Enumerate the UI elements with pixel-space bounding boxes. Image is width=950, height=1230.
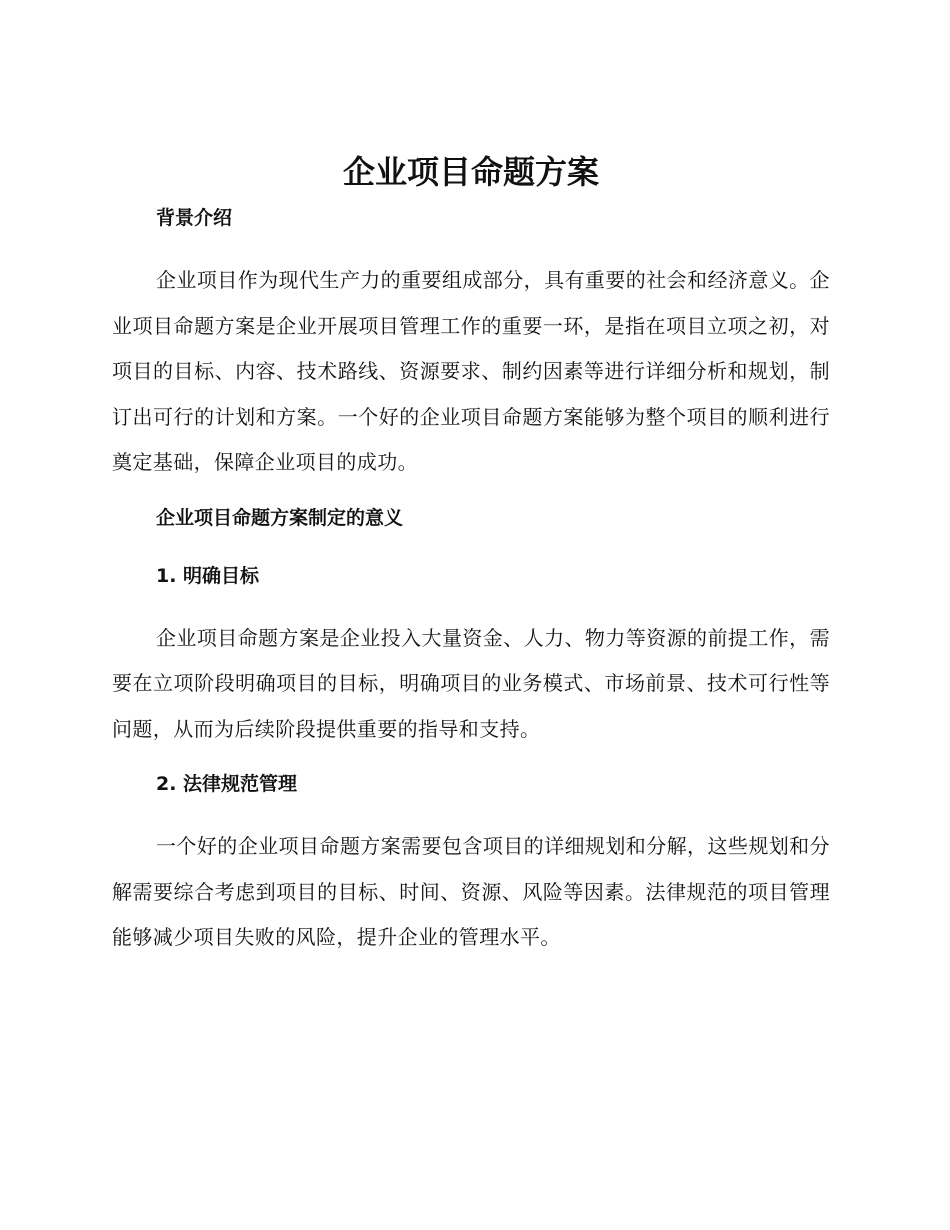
section-heading-clear-goals: 1. 明确目标 — [156, 564, 260, 587]
document-body — [112, 150, 830, 961]
section-heading-significance: 企业项目命题方案制定的意义 — [156, 506, 404, 529]
paragraph-clear-goals: 企业项目命题方案是企业投入大量资金、人力、物力等资源的前提工作，需要在立项阶段明确项目的目标，明确项目的业务模式、市场前景、技术可行性等问题，从而为后续阶段提供重要的指导和支持。 — [112, 625, 830, 741]
section-heading-background: 背景介绍 — [156, 207, 233, 229]
document-title: 企业项目命题方案 — [342, 153, 599, 191]
section-heading-legal-management: 2. 法律规范管理 — [156, 773, 298, 795]
paragraph-legal-management: 一个好的企业项目命题方案需要包含项目的详细规划和分解，这些规划和分解需要综合考虑到项目的目标、时间、资源、风险等因素。法律规范的项目管理能够减少项目失败的风险，提升企业的管理水平。 — [112, 834, 830, 949]
paragraph-background: 企业项目作为现代生产力的重要组成部分，具有重要的社会和经济意义。企业项目命题方案是企业开展项目管理工作的重要一环，是指在项目立项之初，对项目的目标、内容、技术路线、资源要求、制约因素等进行详细分析和规划，制订出可行的计划和方案。一个好的企业项目命题方案能够为整个项目的顺利进行奠定基础，保障企业项目的成功。 — [112, 268, 830, 474]
